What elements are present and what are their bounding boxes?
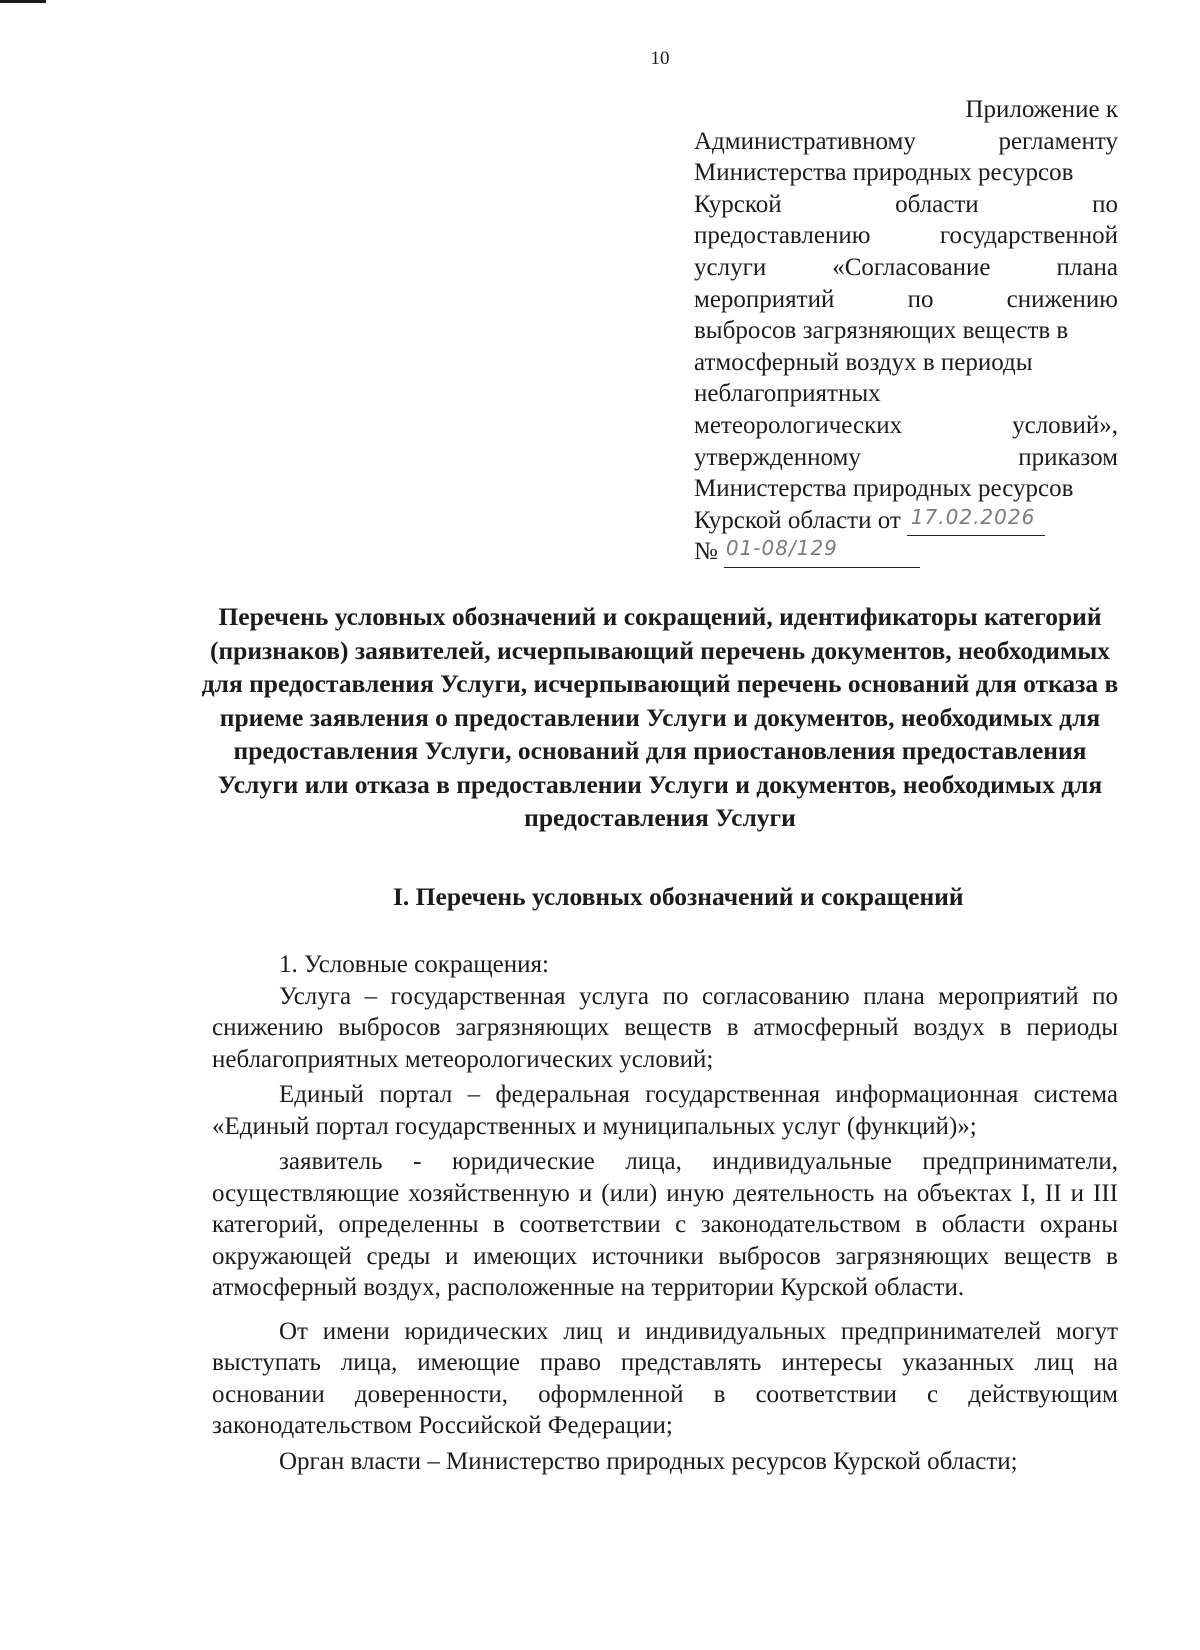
appendix-line: Министерства природных ресурсов [694, 159, 1074, 187]
order-date-handwritten: 17.02.2026 [907, 505, 1045, 537]
appendix-date-line: Курской области от 17.02.2026 [694, 505, 1118, 537]
appendix-line: атмосферный воздух в периоды [694, 348, 1033, 376]
body-paragraph: Услуга – государственная услуга по согласованию плана мероприятий по снижению выбросов загрязняющих веществ в атмосферный воздух в периоды неблагоприятных метеорологических условий; [212, 982, 1118, 1073]
section-heading: I. Перечень условных обозначений и сокращений [393, 882, 964, 911]
appendix-line: услуги «Согласование плана [694, 253, 1118, 281]
document-title: Перечень условных обозначений и сокращений, идентификаторы категорий (признаков) заявителей, исчерпывающий перечень документов, необходимых для предоставления Услуги, исчерпывающий перечень оснований для отказа в приеме заявления о предоставлении Услуги и документов, необходимых для предоставления Услуги, оснований для приостановления предоставления Услуги или отказа в предоставлении Услуги и документов, необходимых для предоставления Услуги [201, 602, 1119, 832]
scan-corner-mark [0, 0, 46, 3]
appendix-line: предоставлению государственной [694, 222, 1118, 250]
appendix-line: утвержденному приказом [694, 443, 1118, 471]
appendix-line: Административному регламенту [694, 127, 1118, 155]
appendix-line: неблагоприятных [694, 380, 881, 408]
order-number-handwritten: 01-08/129 [724, 536, 920, 568]
appendix-line: Министерства природных ресурсов [694, 475, 1074, 503]
body-paragraph: Орган власти – Министерство природных ресурсов Курской области; [279, 1447, 1018, 1475]
appendix-approval-block [694, 94, 1118, 568]
body-paragraph: 1. Условные сокращения: [279, 951, 549, 978]
appendix-line: Курской области по [694, 190, 1118, 218]
section-body [212, 949, 1118, 1477]
body-paragraph: От имени юридических лиц и индивидуальных предпринимателей могут выступать лица, имеющие право представлять интересы указанных лиц на основании доверенности, оформленной в соответствии с действующим законодательством Российской Федерации; [212, 1317, 1118, 1439]
appendix-number-line: № 01-08/129 [694, 536, 1118, 568]
body-paragraph: заявитель - юридические лица, индивидуальные предприниматели, осуществляющие хозяйственную и (или) иную деятельность на объектах I, II и III категорий, определенны в соответствии с законодательством в области охраны окружающей среды и имеющих источники выбросов загрязняющих веществ в атмосферный воздух, расположенные на территории Курской области. [212, 1148, 1118, 1301]
appendix-line: мероприятий по снижению [694, 285, 1118, 313]
page-number: 10 [650, 48, 670, 69]
appendix-line: Приложение к [965, 96, 1118, 123]
body-paragraph: Единый портал – федеральная государственная информационная система «Единый портал государственных и муниципальных услуг (функций)»; [212, 1081, 1118, 1140]
appendix-line: выбросов загрязняющих веществ в [694, 317, 1069, 345]
appendix-line: метеорологических условий», [694, 411, 1118, 439]
